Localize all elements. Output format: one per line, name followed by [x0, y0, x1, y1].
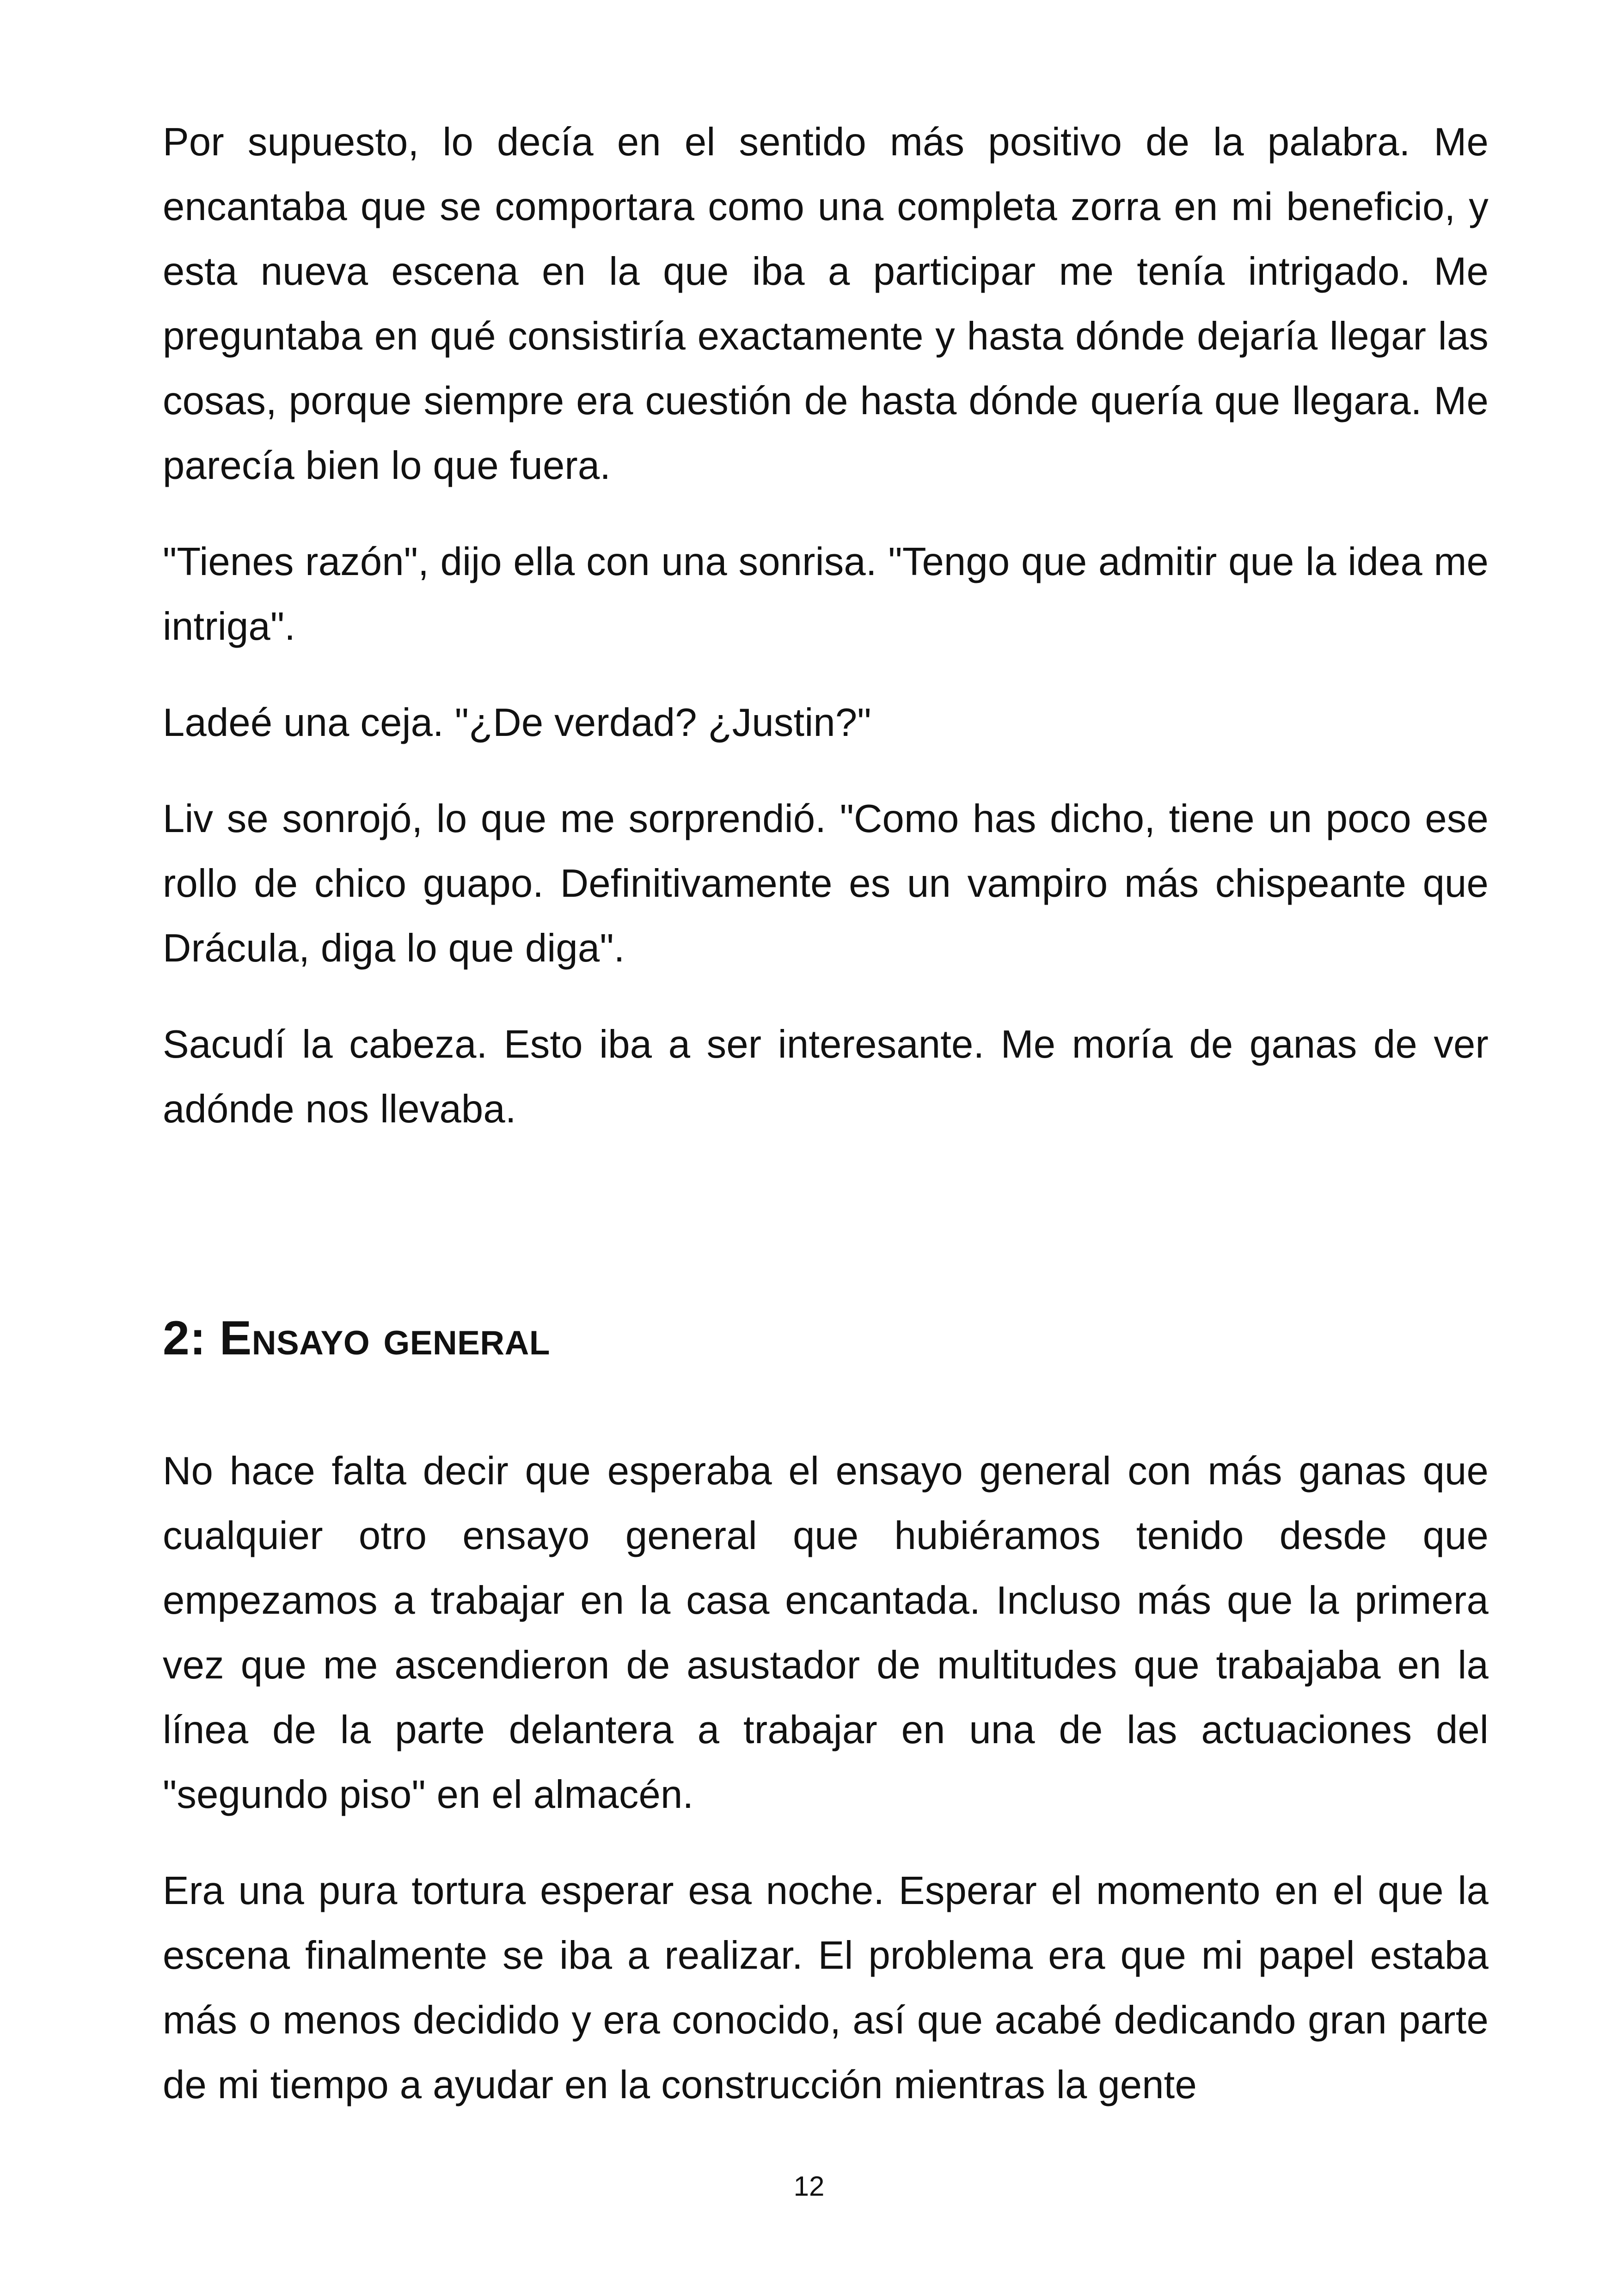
paragraph: Sacudí la cabeza. Esto iba a ser interesante. Me moría de ganas de ver adónde nos llevaba.	[163, 1022, 1489, 1131]
paragraph: Por supuesto, lo decía en el sentido más positivo de la palabra. Me encantaba que se comportara como una completa zorra en mi beneficio, y esta nueva escena en la que iba a participar me tenía intrigado. Me preguntaba en qué consistiría exactamente y hasta dónde dejaría llegar las cosas, porque siempre era cuestión de hasta dónde quería que llegara. Me parecía bien lo que fuera.	[163, 120, 1489, 488]
paragraph: Era una pura tortura esperar esa noche. Esperar el momento en el que la escena finalmente se iba a realizar. El problema era que mi papel estaba más o menos decidido y era conocido, así que acabé dedicando gran parte de mi tiempo a ayudar en la construcción mientras la gente	[163, 1869, 1489, 2107]
page-number: 12	[793, 2171, 825, 2202]
paragraph: Liv se sonrojó, lo que me sorprendió. "Como has dicho, tiene un poco ese rollo de chico guapo. Definitivamente es un vampiro más chispeante que Drácula, diga lo que diga".	[163, 797, 1489, 970]
page-body	[163, 110, 1489, 2149]
paragraph: "Tienes razón", dijo ella con una sonrisa. "Tengo que admitir que la idea me intriga".	[163, 540, 1489, 649]
chapter-heading: 2: Ensayo general	[163, 1311, 550, 1365]
paragraph: No hace falta decir que esperaba el ensayo general con más ganas que cualquier otro ensayo general que hubiéramos tenido desde que empezamos a trabajar en la casa encantada. Incluso más que la primera vez que me ascendieron de asustador de multitudes que trabajaba en la línea de la parte delantera a trabajar en una de las actuaciones del "segundo piso" en el almacén.	[163, 1449, 1489, 1817]
paragraph: Ladeé una ceja. "¿De verdad? ¿Justin?"	[163, 701, 871, 745]
